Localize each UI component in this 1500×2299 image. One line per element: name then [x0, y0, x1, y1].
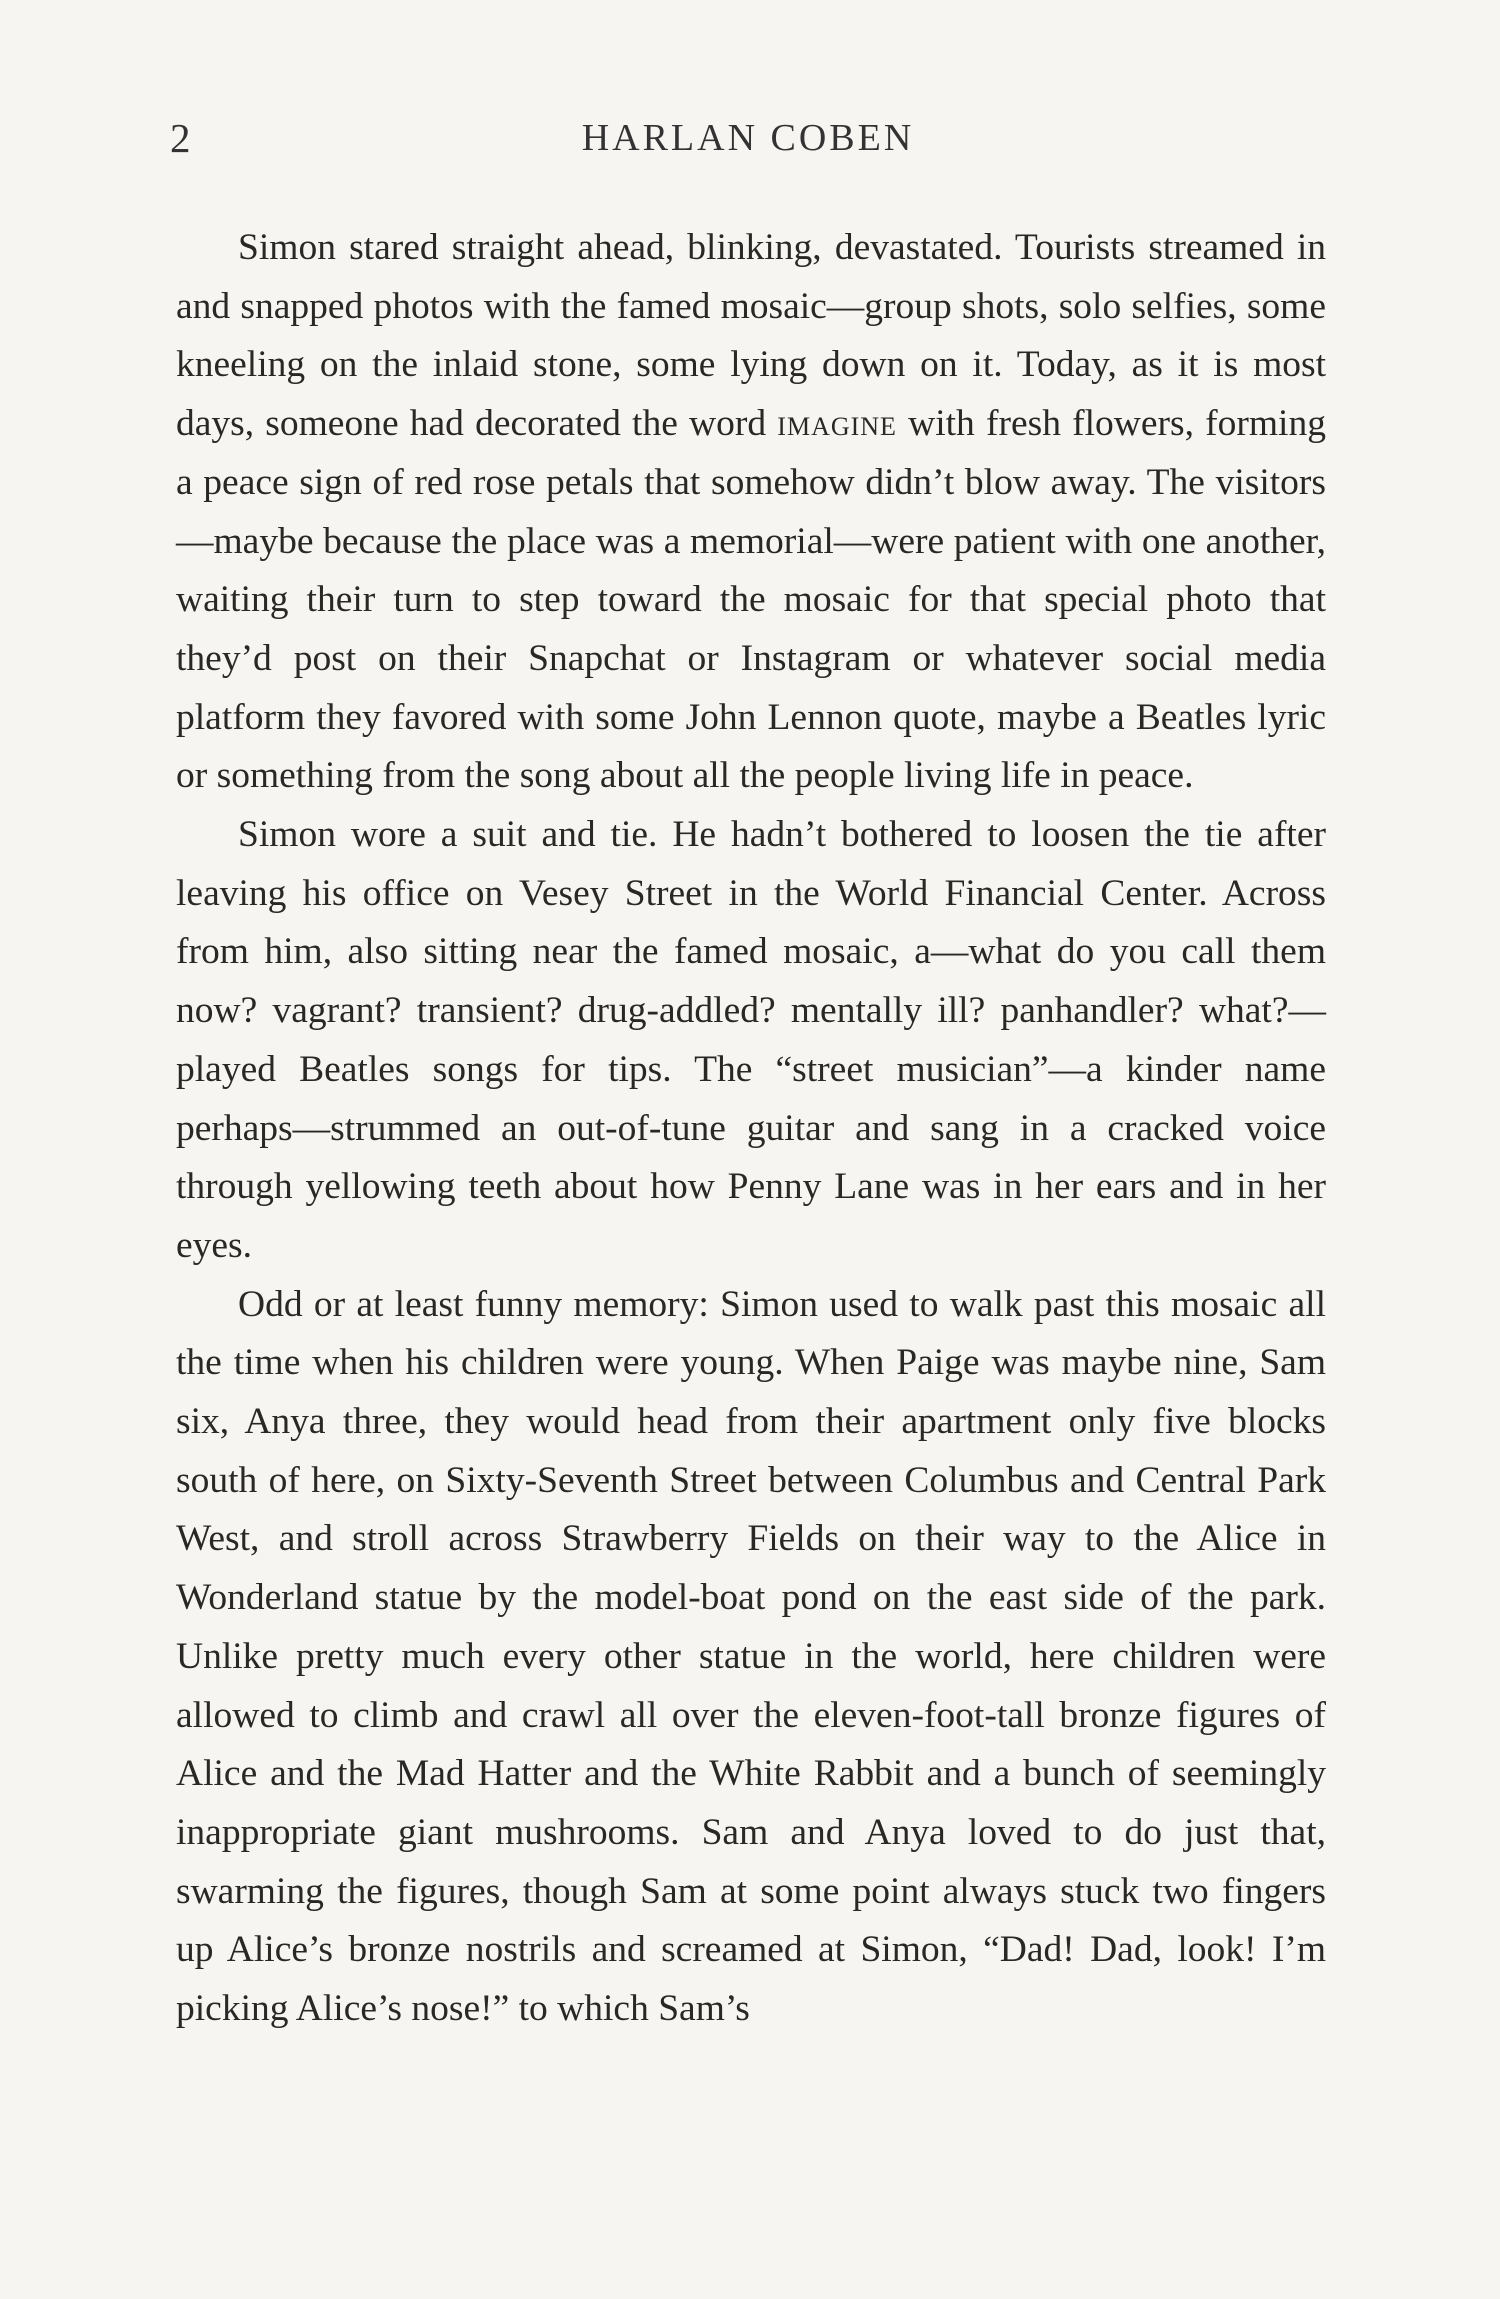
paragraph-1-part-1: Simon stared straight ahead, blinking, devastated. Tourists streamed in and snapped photos with the famed mosaic—group shots, solo selfies, some kneeling on the inlaid stone, some lying down on it. Today, as it is most days, someone had decorated the word: [176, 227, 1326, 445]
paragraph-2: Simon wore a suit and tie. He hadn’t bothered to loosen the tie after leaving his office on Vesey Street in the World Financial Center. Across from him, also sitting near the famed mosaic, a—what do you call them now? vagrant? transient? drug-addled? mentally ill? panhandler? what?—played Beatles songs for tips. The “street musician”—a kinder name perhaps—strummed an out-of-tune guitar and sang in a cracked voice through yellowing teeth about how Penny Lane was in her ears and in her eyes.: [176, 814, 1326, 1266]
paragraph-3: Odd or at least funny memory: Simon used to walk past this mosaic all the time when his children were young. When Paige was maybe nine, Sam six, Anya three, they would head from their apartment only five blocks south of here, on Sixty-Seventh Street between Columbus and Central Park West, and stroll across Strawberry Fields on their way to the Alice in Wonderland statue by the model-boat pond on the east side of the park. Unlike pretty much every other statue in the world, here children were allowed to climb and crawl all over the eleven-foot-tall bronze figures of Alice and the Mad Hatter and the White Rabbit and a bunch of seemingly inappropriate giant mushrooms. Sam and Anya loved to do just that, swarming the figures, though Sam at some point always stuck two fingers up Alice’s bronze nostrils and screamed at Simon, “Dad! Dad, look! I’m picking Alice’s nose!” to which Sam’s: [176, 1283, 1326, 2030]
body-text: [176, 219, 1326, 2039]
page-number: 2: [170, 115, 191, 161]
imagine-word: imagine: [777, 403, 897, 445]
running-head: [170, 108, 1326, 168]
paragraph-1-part-2: with fresh flowers, forming a peace sign of red rose petals that somehow didn’t blow away. The visitors—maybe because the place was a memorial—were patient with one another, waiting their turn to step toward the mosaic for that special photo that they’d post on their Snapchat or Instagram or whatever social media platform they favored with some John Lennon quote, maybe a Beatles lyric or something from the song about all the people living life in peace.: [176, 403, 1326, 797]
running-head-author: HARLAN COBEN: [581, 117, 915, 159]
paragraph-1: [176, 219, 1326, 806]
